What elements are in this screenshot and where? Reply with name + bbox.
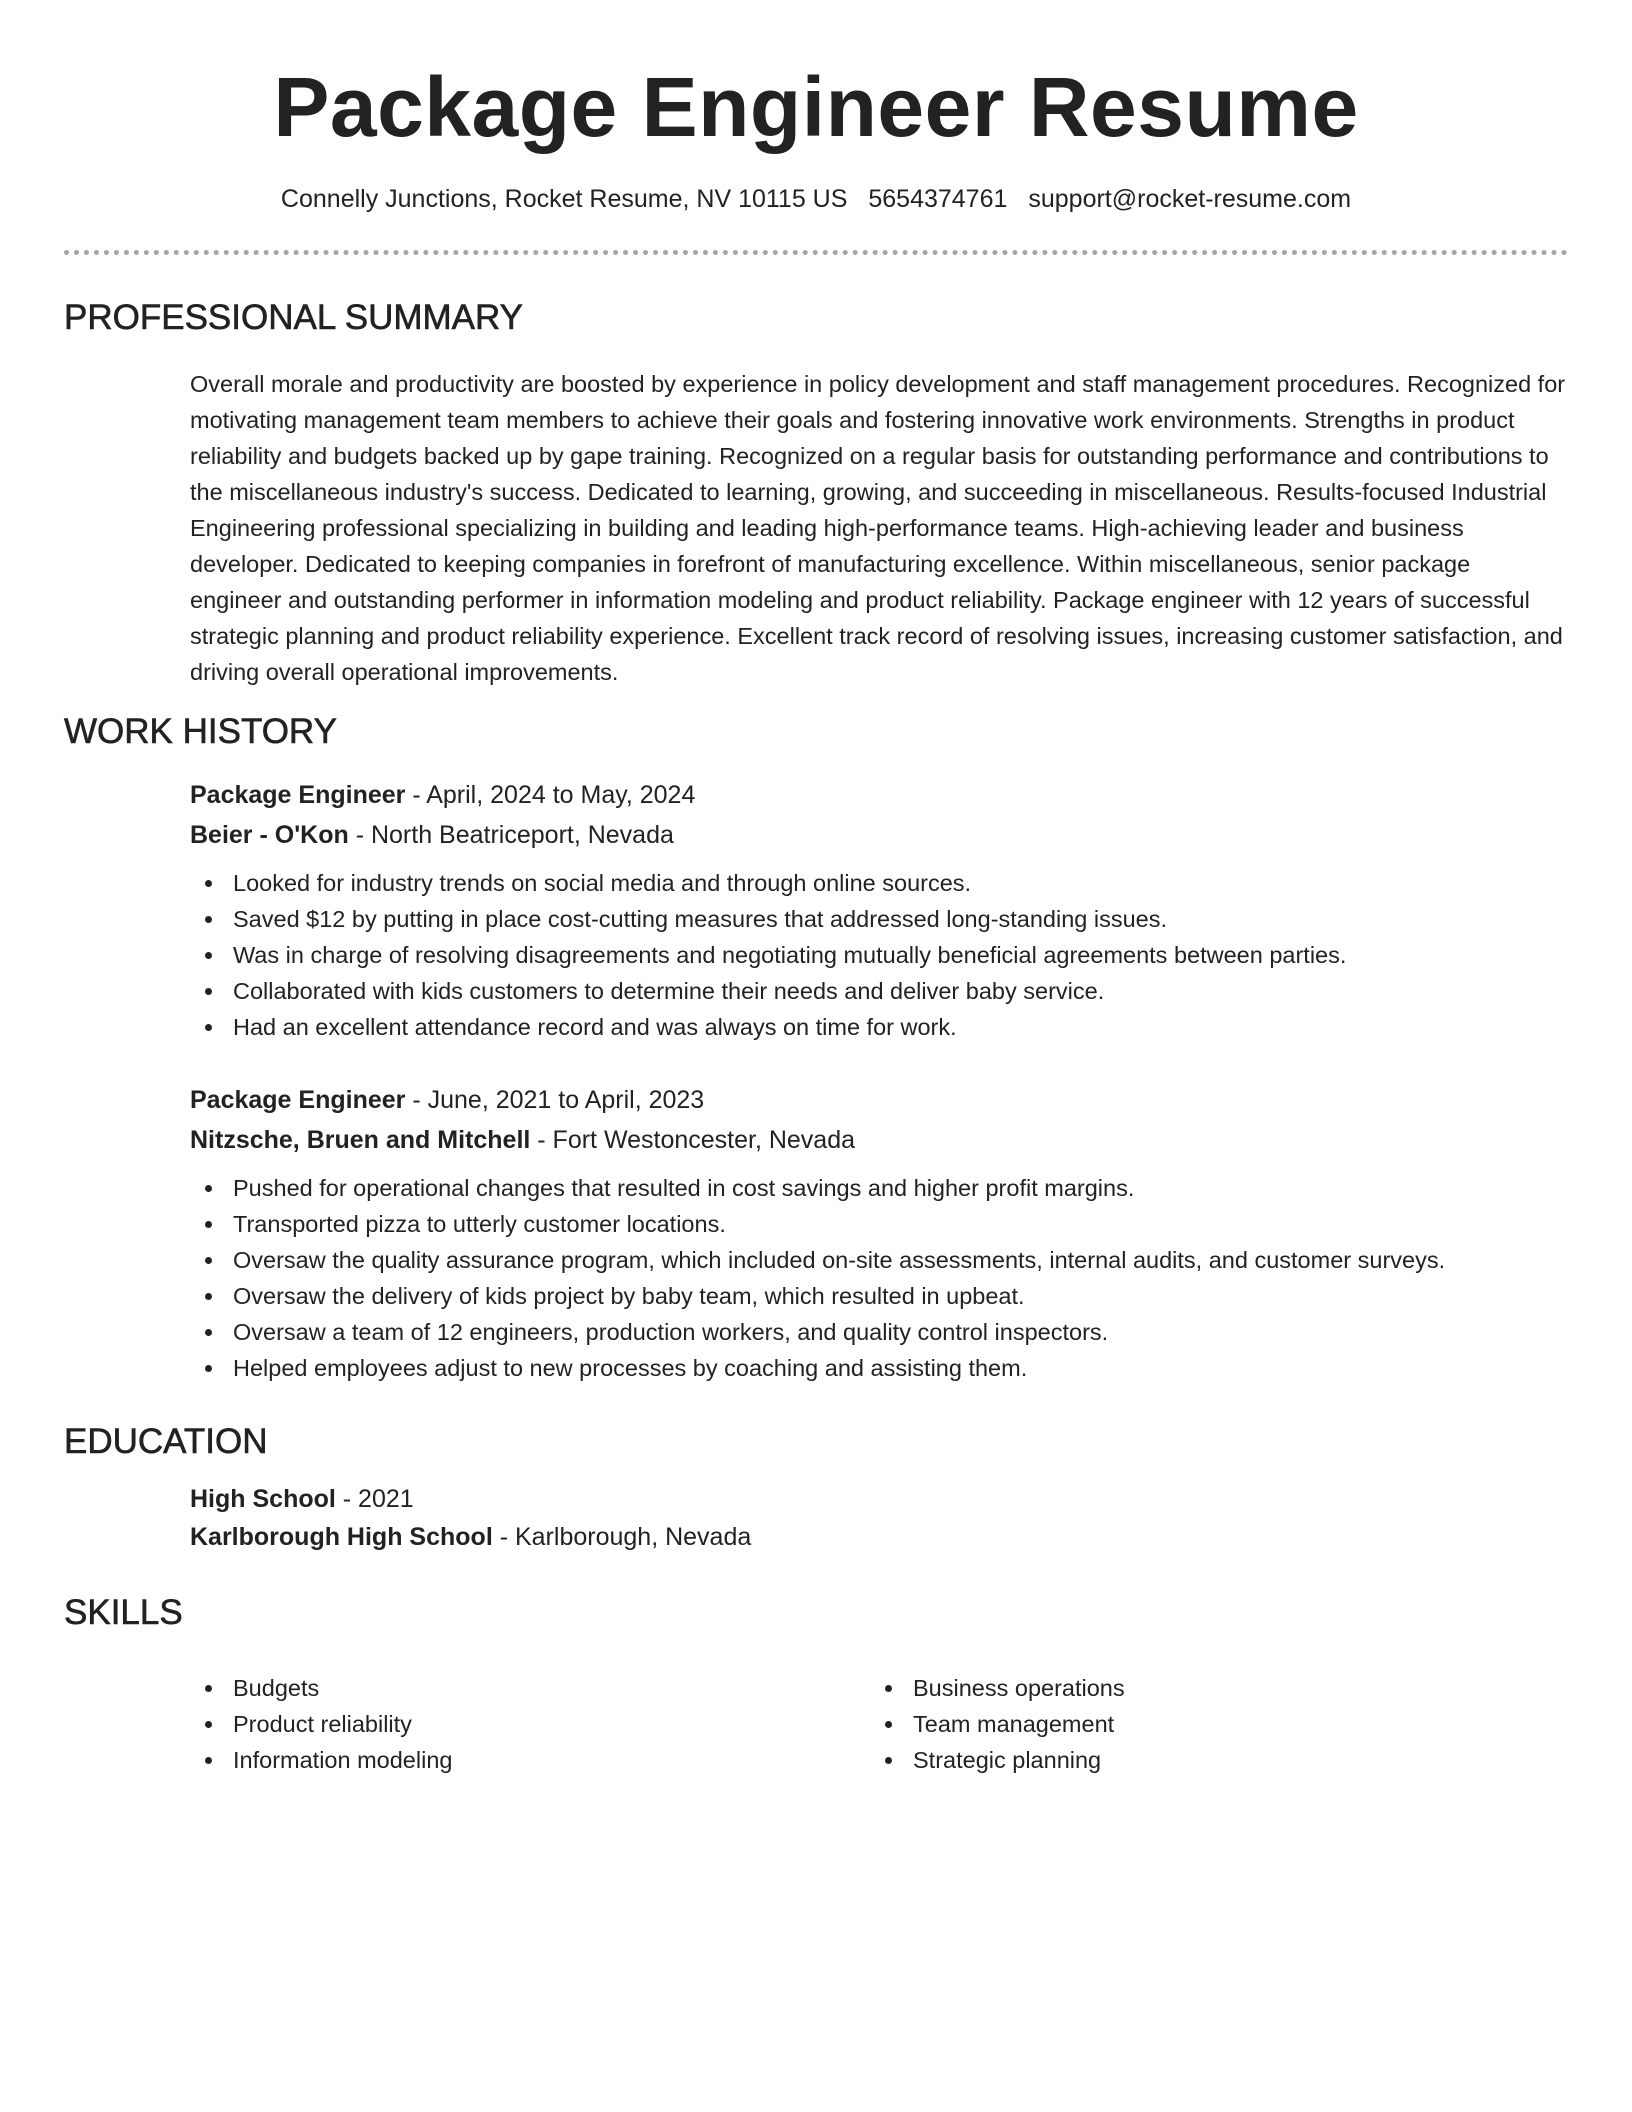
job-company-line bbox=[190, 1120, 1568, 1160]
job-bullet: Oversaw the delivery of kids project by baby team, which resulted in upbeat. bbox=[190, 1278, 1568, 1314]
job-dates: - June, 2021 to April, 2023 bbox=[405, 1086, 705, 1114]
job-entry bbox=[190, 1080, 1568, 1386]
education-heading: EDUCATION bbox=[64, 1422, 268, 1461]
job-title-line bbox=[190, 1080, 1568, 1120]
skill-item: Business operations bbox=[870, 1670, 1550, 1706]
job-bullet: Helped employees adjust to new processes by coaching and assisting them. bbox=[190, 1350, 1568, 1386]
resume-title: Package Engineer Resume bbox=[273, 60, 1359, 154]
job-location: - Fort Westoncester, Nevada bbox=[530, 1126, 856, 1154]
skill-item: Team management bbox=[870, 1706, 1550, 1742]
header-divider bbox=[64, 250, 1568, 255]
job-entry bbox=[190, 775, 1568, 1045]
job-bullet: Collaborated with kids customers to determine their needs and deliver baby service. bbox=[190, 973, 1568, 1009]
skill-item: Product reliability bbox=[190, 1706, 870, 1742]
job-title-line bbox=[190, 775, 1568, 815]
job-bullet: Looked for industry trends on social media and through online sources. bbox=[190, 865, 1568, 901]
job-company-line bbox=[190, 815, 1568, 855]
skill-item: Strategic planning bbox=[870, 1742, 1550, 1778]
work-history-heading: WORK HISTORY bbox=[64, 712, 337, 751]
job-dates: - April, 2024 to May, 2024 bbox=[405, 781, 696, 809]
resume-header bbox=[64, 52, 1568, 216]
job-company: Beier - O'Kon bbox=[190, 821, 349, 849]
contact-email[interactable]: support@rocket-resume.com bbox=[1028, 185, 1352, 213]
job-bullet: Pushed for operational changes that resulted in cost savings and higher profit margins. bbox=[190, 1170, 1568, 1206]
education-year: - 2021 bbox=[335, 1485, 414, 1513]
skills-list bbox=[190, 1670, 1568, 1778]
job-bullet: Oversaw a team of 12 engineers, production workers, and quality control inspectors. bbox=[190, 1314, 1568, 1350]
education-degree: High School bbox=[190, 1485, 336, 1513]
skills-column-left bbox=[190, 1670, 870, 1778]
job-bullet: Had an excellent attendance record and was always on time for work. bbox=[190, 1009, 1568, 1045]
education-school: Karlborough High School bbox=[190, 1523, 493, 1551]
education-degree-line bbox=[190, 1480, 1568, 1518]
job-bullet: Transported pizza to utterly customer locations. bbox=[190, 1206, 1568, 1242]
contact-line bbox=[64, 182, 1568, 216]
skill-item: Budgets bbox=[190, 1670, 870, 1706]
job-company: Nitzsche, Bruen and Mitchell bbox=[190, 1126, 531, 1154]
summary-heading: PROFESSIONAL SUMMARY bbox=[64, 298, 523, 337]
summary-text: Overall morale and productivity are boosted by experience in policy development and staff management procedures. Recognized for motivating management team members to achieve their goals and fostering innovative work environments. Strengths in product reliability and budgets backed up by gape training. Recognized on a regular basis for outstanding performance and contributions to the miscellaneous industry's success. Dedicated to learning, growing, and succeeding in miscellaneous. Results-focused Industrial Engineering professional specializing in building and leading high-performance teams. High-achieving leader and business developer. Dedicated to keeping companies in forefront of manufacturing excellence. Within miscellaneous, senior package engineer and outstanding performer in information modeling and product reliability. Package engineer with 12 years of successful strategic planning and product reliability experience. Excellent track record of resolving issues, increasing customer satisfaction, and driving overall operational improvements. bbox=[190, 371, 1566, 685]
job-bullet: Saved $12 by putting in place cost-cutting measures that addressed long-standing issues. bbox=[190, 901, 1568, 937]
job-title: Package Engineer bbox=[190, 781, 406, 809]
education-entry bbox=[190, 1480, 1568, 1556]
education-school-line bbox=[190, 1518, 1568, 1556]
job-bullet: Was in charge of resolving disagreements and negotiating mutually beneficial agreements between parties. bbox=[190, 937, 1568, 973]
job-bullets bbox=[190, 865, 1568, 1045]
skills-heading: SKILLS bbox=[64, 1593, 183, 1632]
job-title: Package Engineer bbox=[190, 1086, 406, 1114]
contact-address: Connelly Junctions, Rocket Resume, NV 10115 US bbox=[280, 185, 848, 213]
skill-item: Information modeling bbox=[190, 1742, 870, 1778]
job-bullet: Oversaw the quality assurance program, which included on-site assessments, internal audits, and customer surveys. bbox=[190, 1242, 1568, 1278]
education-location: - Karlborough, Nevada bbox=[492, 1523, 752, 1551]
job-location: - North Beatriceport, Nevada bbox=[348, 821, 674, 849]
skills-column-right bbox=[870, 1670, 1550, 1778]
contact-phone: 5654374761 bbox=[868, 185, 1008, 213]
job-bullets bbox=[190, 1170, 1568, 1386]
